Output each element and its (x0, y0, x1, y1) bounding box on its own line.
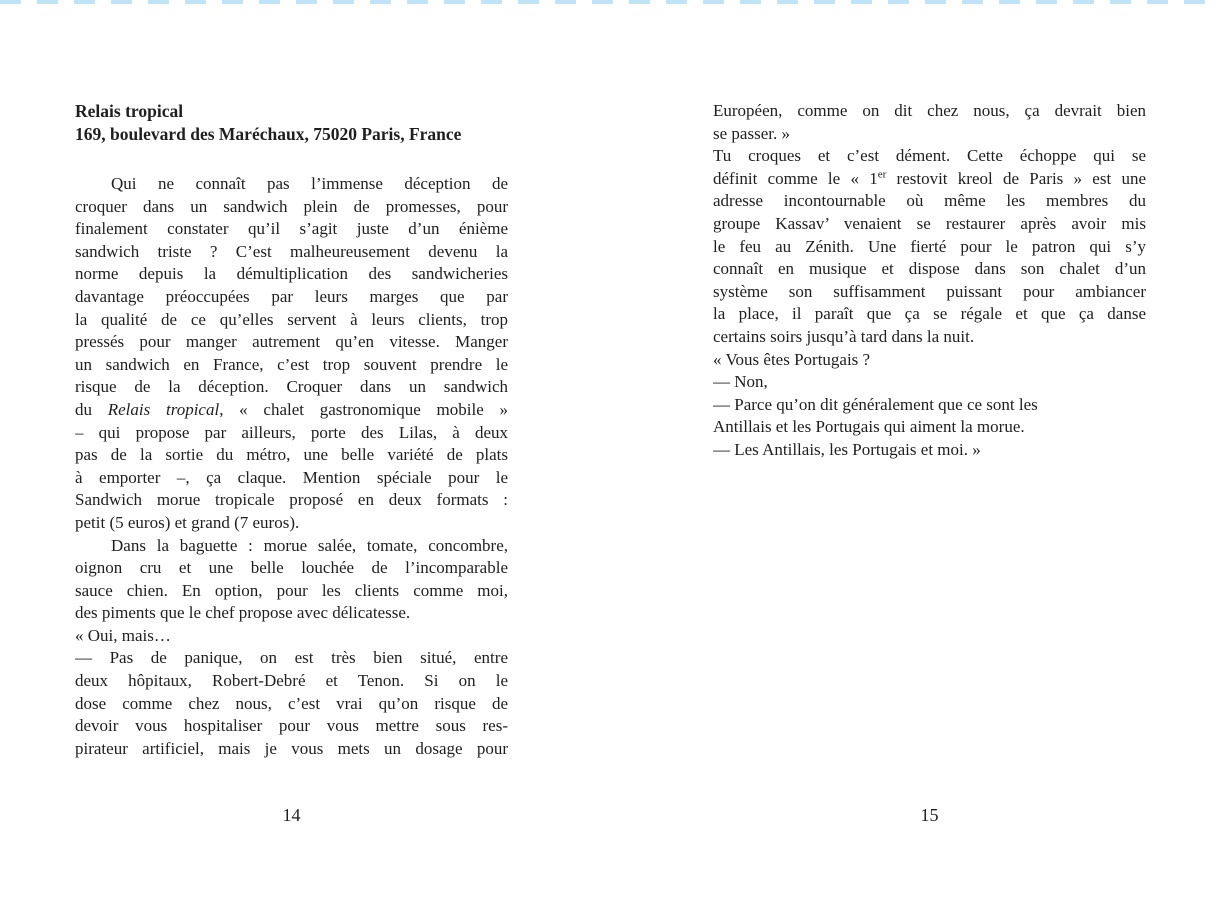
heading-line: 169, boulevard des Maréchaux, 75020 Paris, France (75, 124, 462, 144)
text-line: sandwich triste ? C’est malheureusement devenu la (75, 241, 508, 261)
page-number-right: 15 (920, 805, 939, 825)
text-line: dose comme chez nous, c’est vrai qu’on risque de (75, 693, 508, 713)
text-line: Tu croques et c’est dément. Cette échoppe qui se (713, 146, 1146, 166)
book-page-right (713, 100, 1146, 462)
text-line: petit (5 euros) et grand (7 euros). (75, 512, 300, 532)
page-heading (75, 100, 508, 146)
book-page-left (75, 100, 508, 760)
text-line: croquer dans un sandwich plein de promesses, pour (75, 196, 508, 216)
text-line: finalement constater qu’il s’agit juste d’un énième (75, 219, 508, 239)
text-line: oignon cru et une belle louchée de l’incomparable (75, 558, 508, 578)
text-line: un sandwich en France, c’est trop souvent prendre le (75, 354, 508, 374)
text-line: — Pas de panique, on est très bien situé, entre (75, 648, 508, 668)
text-line: pas de la sortie du métro, une belle variété de plats (75, 445, 508, 465)
text-line: pirateur artificiel, mais je vous mets un dosage pour (75, 738, 508, 758)
text-line: risque de la déception. Croquer dans un sandwich (75, 377, 508, 397)
text-line: se passer. » (713, 123, 790, 143)
text-line: pressés pour manger autrement qu’en vitesse. Manger (75, 332, 508, 352)
text-line: certains soirs jusqu’à tard dans la nuit. (713, 326, 975, 346)
text-line: groupe Kassav’ venaient se restaurer après avoir mis (713, 213, 1146, 233)
text-line: à emporter –, ça claque. Mention spéciale pour le (75, 467, 508, 487)
text-line: sauce chien. En option, pour les clients comme moi, (75, 580, 508, 600)
text-line: deux hôpitaux, Robert-Debré et Tenon. Si on le (75, 671, 508, 691)
page-body (75, 173, 508, 760)
text-line: Sandwich morue tropicale proposé en deux formats : (75, 490, 508, 510)
text-line: connaît en musique et dispose dans son chalet d’un (713, 259, 1146, 279)
text-line: la place, il paraît que ça se régale et que ça danse (713, 304, 1146, 324)
text-line: « Oui, mais… (75, 625, 171, 645)
text-line: le feu au Zénith. Une fierté pour le patron qui s’y (713, 236, 1146, 256)
page-number-left: 14 (282, 805, 301, 825)
page-body (713, 100, 1146, 462)
text-line: la qualité de ce qu’elles servent à leurs clients, trop (75, 309, 508, 329)
text-line: davantage préoccupées par leurs marges que par (75, 286, 508, 306)
text-line: du Relais tropical, « chalet gastronomique mobile » (75, 399, 508, 419)
text-line: adresse incontournable où même les membres du (713, 191, 1146, 211)
top-dashed-border (0, 0, 1220, 4)
text-line: « Vous êtes Portugais ? (713, 349, 871, 369)
text-line: Qui ne connaît pas l’immense déception de (111, 174, 508, 193)
text-line: norme depuis la démultiplication des sandwicheries (75, 264, 508, 284)
text-line: Antillais et les Portugais qui aiment la morue. (713, 417, 1025, 437)
text-line: devoir vous hospitaliser pour vous mettre sous res- (75, 716, 508, 736)
text-line: – qui propose par ailleurs, porte des Lilas, à deux (75, 422, 508, 442)
heading-line: Relais tropical (75, 101, 184, 121)
text-line: Européen, comme on dit chez nous, ça devrait bien (713, 101, 1146, 120)
text-line: système son suffisamment puissant pour ambiancer (713, 281, 1146, 301)
text-line: définit comme le « 1er restovit kreol de Paris » est une (713, 168, 1146, 188)
text-line: — Les Antillais, les Portugais et moi. » (713, 439, 981, 459)
text-line: — Non, (713, 372, 768, 392)
text-line: Dans la baguette : morue salée, tomate, concombre, (111, 535, 508, 555)
text-line: des piments que le chef propose avec délicatesse. (75, 603, 411, 623)
text-line: — Parce qu’on dit généralement que ce sont les (713, 394, 1038, 414)
